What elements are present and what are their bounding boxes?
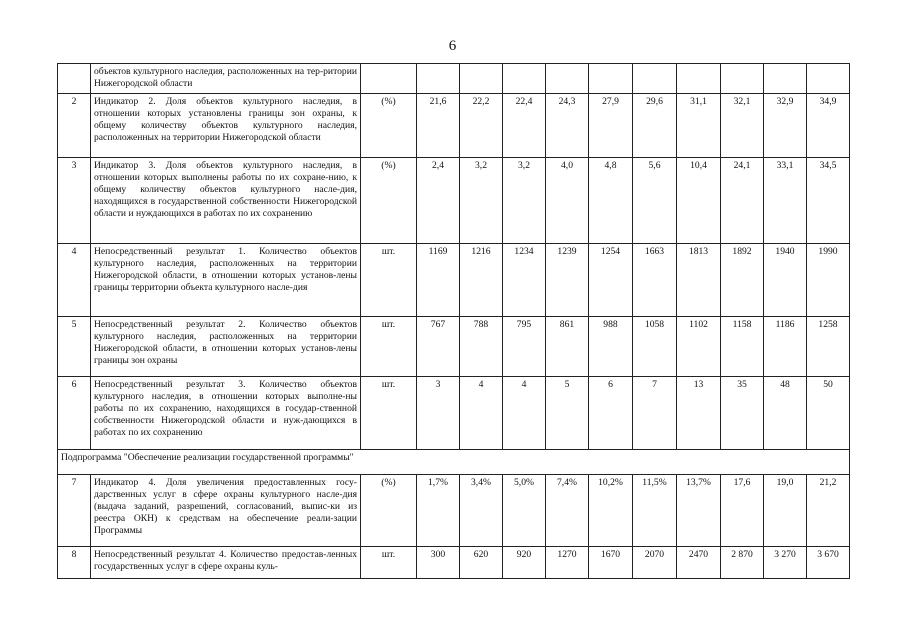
- value-cell: 24,3: [546, 94, 589, 158]
- value-cell: 34,5: [807, 158, 850, 244]
- value-cell: 6: [589, 377, 633, 450]
- row-unit: шт.: [361, 244, 417, 317]
- subprogram-heading: Подпрограмма "Обеспечение реализации государственной программы": [58, 450, 850, 475]
- value-cell: 3,2: [503, 158, 546, 244]
- value-cell: 2 870: [721, 547, 764, 579]
- page-number: 6: [448, 38, 457, 54]
- value-cell: 32,9: [764, 94, 807, 158]
- row-unit: [361, 64, 417, 94]
- row-number: 8: [58, 547, 91, 579]
- value-cell: [589, 64, 633, 94]
- row-description: Непосредственный результат 1. Количество объектов культурного наследия, расположенных на территории Нижегородской области, в отношении которых установ-лены границы территории объекта культурного насле-дия: [91, 244, 361, 317]
- value-cell: 1670: [589, 547, 633, 579]
- value-cell: 27,9: [589, 94, 633, 158]
- value-cell: [677, 64, 721, 94]
- value-cell: 34,9: [807, 94, 850, 158]
- value-cell: 300: [417, 547, 460, 579]
- value-cell: 2470: [677, 547, 721, 579]
- value-cell: 3,2: [460, 158, 503, 244]
- row-description: Индикатор 4. Доля увеличения предоставленных госу-дарственных услуг в сфере охраны культурного насле-дия (выдача заданий, разрешений, согласований, выпис-ки из реестра ОКН) к средствам на обеспечение реали-зации Программы: [91, 475, 361, 547]
- value-cell: 1216: [460, 244, 503, 317]
- value-cell: 7,4%: [546, 475, 589, 547]
- value-cell: 2,4: [417, 158, 460, 244]
- value-cell: 3: [417, 377, 460, 450]
- table-row: [58, 158, 850, 244]
- value-cell: 795: [503, 317, 546, 377]
- value-cell: 1169: [417, 244, 460, 317]
- row-unit: (%): [361, 158, 417, 244]
- table-row: [58, 475, 850, 547]
- value-cell: 767: [417, 317, 460, 377]
- value-cell: 19,0: [764, 475, 807, 547]
- value-cell: 5: [546, 377, 589, 450]
- value-cell: 35: [721, 377, 764, 450]
- value-cell: 988: [589, 317, 633, 377]
- value-cell: 2070: [633, 547, 677, 579]
- value-cell: 10,4: [677, 158, 721, 244]
- row-number: 5: [58, 317, 91, 377]
- value-cell: 4: [460, 377, 503, 450]
- value-cell: 11,5%: [633, 475, 677, 547]
- value-cell: 1940: [764, 244, 807, 317]
- value-cell: [721, 64, 764, 94]
- value-cell: 29,6: [633, 94, 677, 158]
- row-unit: (%): [361, 94, 417, 158]
- value-cell: 50: [807, 377, 850, 450]
- value-cell: 1258: [807, 317, 850, 377]
- value-cell: 22,2: [460, 94, 503, 158]
- value-cell: [417, 64, 460, 94]
- value-cell: 1990: [807, 244, 850, 317]
- value-cell: [503, 64, 546, 94]
- value-cell: 1239: [546, 244, 589, 317]
- table-row: [58, 94, 850, 158]
- value-cell: [633, 64, 677, 94]
- value-cell: 10,2%: [589, 475, 633, 547]
- row-number: 2: [58, 94, 91, 158]
- value-cell: 1102: [677, 317, 721, 377]
- value-cell: [546, 64, 589, 94]
- indicators-table: [57, 63, 850, 579]
- value-cell: [764, 64, 807, 94]
- value-cell: 33,1: [764, 158, 807, 244]
- row-unit: шт.: [361, 317, 417, 377]
- value-cell: 24,1: [721, 158, 764, 244]
- table-row: [58, 450, 850, 475]
- table-row: [58, 64, 850, 94]
- row-description: объектов культурного наследия, расположенных на тер-ритории Нижегородской области: [91, 64, 361, 94]
- value-cell: 4,8: [589, 158, 633, 244]
- row-number: 4: [58, 244, 91, 317]
- value-cell: 32,1: [721, 94, 764, 158]
- row-description: Непосредственный результат 3. Количество объектов культурного наследия, в отношении которых выполне-ны работы по их сохранению, находящихся в государ-ственной собственности Нижегородской области и нуж-дающихся в работах по их сохранению: [91, 377, 361, 450]
- value-cell: 1270: [546, 547, 589, 579]
- value-cell: 48: [764, 377, 807, 450]
- value-cell: 13: [677, 377, 721, 450]
- value-cell: 1254: [589, 244, 633, 317]
- value-cell: 1186: [764, 317, 807, 377]
- row-description: Индикатор 3. Доля объектов культурного наследия, в отношении которых выполнены работы по их сохране-нию, к общему количеству объектов культурного насле-дия, находящихся в государственной собственности Нижегородской области и нуждающихся в работах по их сохранению: [91, 158, 361, 244]
- table-row: [58, 244, 850, 317]
- value-cell: 7: [633, 377, 677, 450]
- value-cell: 861: [546, 317, 589, 377]
- row-unit: шт.: [361, 547, 417, 579]
- value-cell: 788: [460, 317, 503, 377]
- value-cell: 3,4%: [460, 475, 503, 547]
- value-cell: 1058: [633, 317, 677, 377]
- value-cell: 920: [503, 547, 546, 579]
- value-cell: 1663: [633, 244, 677, 317]
- value-cell: 17,6: [721, 475, 764, 547]
- value-cell: 31,1: [677, 94, 721, 158]
- row-description: Непосредственный результат 4. Количество предостав-ленных государственных услуг в сфере охраны куль-: [91, 547, 361, 579]
- value-cell: 5,0%: [503, 475, 546, 547]
- value-cell: 1158: [721, 317, 764, 377]
- value-cell: 5,6: [633, 158, 677, 244]
- table-row: [58, 317, 850, 377]
- value-cell: 4,0: [546, 158, 589, 244]
- value-cell: 1234: [503, 244, 546, 317]
- value-cell: [807, 64, 850, 94]
- value-cell: 22,4: [503, 94, 546, 158]
- row-description: Непосредственный результат 2. Количество объектов культурного наследия, расположенных на территории Нижегородской области, в отношении которых установ-лены границы зон охраны: [91, 317, 361, 377]
- table-row: [58, 377, 850, 450]
- value-cell: 3 270: [764, 547, 807, 579]
- value-cell: 620: [460, 547, 503, 579]
- value-cell: 1813: [677, 244, 721, 317]
- value-cell: 1892: [721, 244, 764, 317]
- value-cell: 3 670: [807, 547, 850, 579]
- value-cell: 1,7%: [417, 475, 460, 547]
- row-number: 6: [58, 377, 91, 450]
- value-cell: 4: [503, 377, 546, 450]
- value-cell: 21,6: [417, 94, 460, 158]
- row-number: [58, 64, 91, 94]
- row-number: 7: [58, 475, 91, 547]
- table-row: [58, 547, 850, 579]
- row-unit: шт.: [361, 377, 417, 450]
- row-description: Индикатор 2. Доля объектов культурного наследия, в отношении которых установлены границы зон охраны, к общему количеству объектов культурного наследия, расположенных на территории Нижегородской области: [91, 94, 361, 158]
- row-unit: (%): [361, 475, 417, 547]
- value-cell: 13,7%: [677, 475, 721, 547]
- value-cell: 21,2: [807, 475, 850, 547]
- value-cell: [460, 64, 503, 94]
- row-number: 3: [58, 158, 91, 244]
